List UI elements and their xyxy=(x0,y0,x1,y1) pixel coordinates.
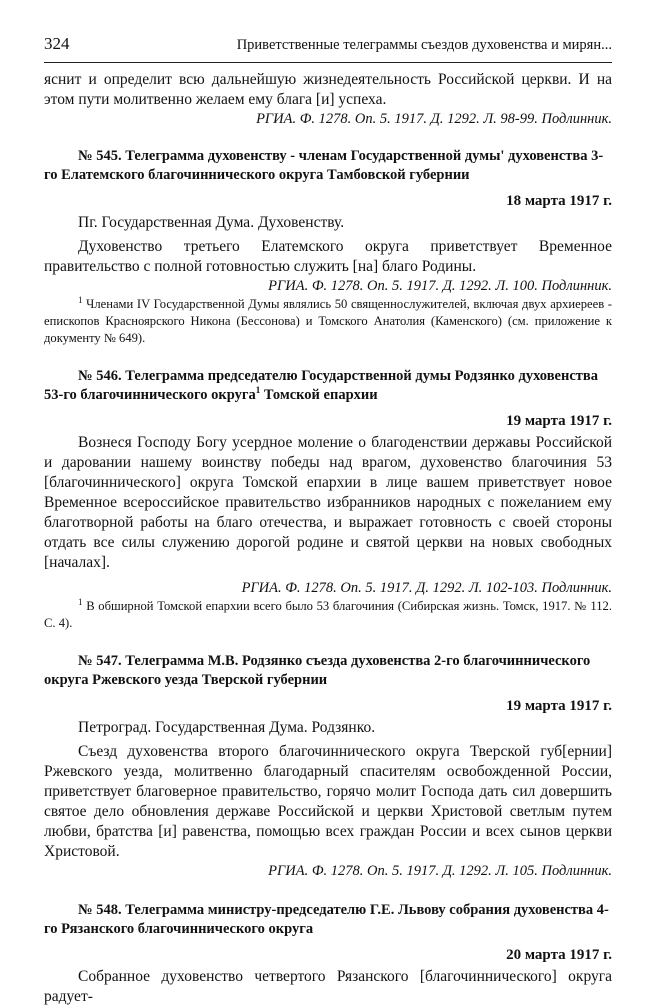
document-text: Съезд духовенства второго благочиннического округа Тверской губ[ернии] Ржевского уезда, молитвенно благодарный спасителям освобожденной России, приветствует благоверное правительство, горячо молит Господа дать сил довершить святое дело обновления державе Российской и церкви Христовой светлым путем любви, братства [и] равенства, помощью всех граждан России и всех сынов церкви Христовой. xyxy=(44,743,612,860)
document-title xyxy=(44,367,612,405)
page-content xyxy=(44,70,612,1007)
document-title: № 545. Телеграмма духовенству - членам Государственной думы' духовенства 3-го Елатемского благочиннического округа Тамбовской губернии xyxy=(44,148,604,183)
document-date: 20 марта 1917 г. xyxy=(506,947,612,963)
footnote xyxy=(44,598,612,632)
footnote-text: Членами IV Государственной Думы являлись 50 священнослужителей, включая двух архиереев - епископов Красноярского Никона (Бессонова) и Томского Анатолия (Каменского) (см. приложение к документу № 649). xyxy=(44,297,612,345)
footnote xyxy=(44,296,612,347)
continuation-text: яснит и определит всю дальнейшую жизнедеятельность Российской церкви. И на этом пути молитвенно желаем ему блага [и] успеха. xyxy=(44,71,612,108)
telegram-address: Пг. Государственная Дума. Духовенству. xyxy=(78,214,345,231)
archive-reference: РГИА. Ф. 1278. Оп. 5. 1917. Д. 1292. Л. 100. Подлинник. xyxy=(268,278,612,294)
document-text: Вознеся Господу Богу усердное моление о благоденствии державы Российской и даровании нашему воинству победы над врагом, духовенство благочиния 53 [благочиннического] округа Томской епархии в лице вашем приветствует новое Временное всероссийское правительство избранников народных с пожеланием ему благотворной работы на благо отечества, и выражает готовность с своей стороны отдать все силы служению дорогой родине и святой церкви на новых свободных [началах]. xyxy=(44,434,612,571)
document-date: 19 марта 1917 г. xyxy=(506,698,612,714)
page-header xyxy=(44,34,612,58)
archive-reference: РГИА. Ф. 1278. Оп. 5. 1917. Д. 1292. Л. 102-103. Подлинник. xyxy=(241,580,612,596)
footnote-mark: 1 xyxy=(78,294,83,305)
archive-reference: РГИА. Ф. 1278. Оп. 5. 1917. Д. 1292. Л. 98-99. Подлинник. xyxy=(256,111,612,127)
title-text-end: Томской епархии xyxy=(260,387,378,403)
page-number: 324 xyxy=(44,34,70,53)
header-rule xyxy=(44,62,612,63)
document-title: № 548. Телеграмма министру-председателю Г.Е. Львову собрания духовенства 4-го Рязанского благочиннического округа xyxy=(44,902,609,937)
document-date: 19 марта 1917 г. xyxy=(506,413,612,429)
document-text: Духовенство третьего Елатемского округа приветствует Временное правительство с полной готовностью служить [на] благо Родины. xyxy=(44,238,612,275)
running-title: Приветственные телеграммы съездов духовенства и мирян... xyxy=(236,37,612,53)
title-text: № 546. Телеграмма председателю Государственной думы Родзянко духовенства 53-го благочиннического округа xyxy=(44,368,598,403)
archive-reference: РГИА. Ф. 1278. Оп. 5. 1917. Д. 1292. Л. 105. Подлинник. xyxy=(268,863,612,879)
telegram-address: Петроград. Государственная Дума. Родзянко. xyxy=(78,719,376,736)
footnote-mark: 1 xyxy=(255,385,261,396)
document-title: № 547. Телеграмма М.В. Родзянко съезда духовенства 2-го благочиннического округа Ржевского уезда Тверской губернии xyxy=(44,653,591,688)
footnote-mark: 1 xyxy=(78,596,83,607)
document-date: 18 марта 1917 г. xyxy=(506,193,612,209)
footnote-text: В обширной Томской епархии всего было 53 благочиния (Сибирская жизнь. Томск, 1917. № 112. С. 4). xyxy=(44,599,612,630)
document-text: Собранное духовенство четвертого Рязанского [благочиннического] округа радует- xyxy=(44,968,612,1005)
